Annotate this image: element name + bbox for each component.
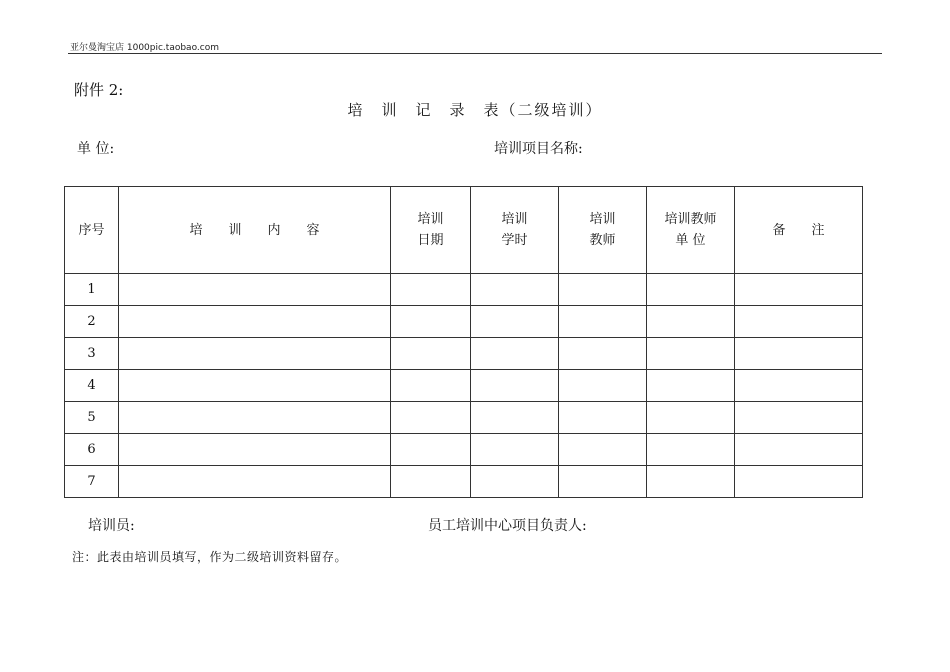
teacher-unit-cell[interactable] [647,338,735,370]
teacher-cell[interactable] [559,370,647,402]
date-cell[interactable] [391,274,471,306]
page-header-text: 亚尔曼淘宝店 1000pic.taobao.com [70,43,219,53]
content-cell[interactable] [119,338,391,370]
row-number: 6 [65,434,119,466]
teacher-unit-cell[interactable] [647,370,735,402]
content-cell[interactable] [119,402,391,434]
header-hours [471,187,559,274]
remark-cell[interactable] [735,274,863,306]
header-seq: 序号 [65,187,119,274]
training-record-table [64,186,863,498]
teacher-cell[interactable] [559,306,647,338]
hours-cell[interactable] [471,466,559,498]
remark-cell[interactable] [735,338,863,370]
header-teacher-unit-line2: 单 位 [675,233,706,248]
row-number: 5 [65,402,119,434]
content-cell[interactable] [119,274,391,306]
date-cell[interactable] [391,370,471,402]
table-row [65,338,863,370]
header-content: 培 训 内 容 [119,187,391,274]
table-row [65,434,863,466]
header-teacher-line1: 培训 [589,212,616,227]
header-date-line1: 培训 [417,212,444,227]
teacher-unit-cell[interactable] [647,434,735,466]
teacher-unit-cell[interactable] [647,466,735,498]
teacher-unit-cell[interactable] [647,274,735,306]
remark-cell[interactable] [735,434,863,466]
header-teacher-unit [647,187,735,274]
hours-cell[interactable] [471,370,559,402]
table-header-row [65,187,863,274]
row-number: 3 [65,338,119,370]
date-cell[interactable] [391,434,471,466]
hours-cell[interactable] [471,338,559,370]
header-remark: 备 注 [735,187,863,274]
content-cell[interactable] [119,466,391,498]
header-hours-line1: 培训 [501,212,528,227]
trainer-label: 培训员: [88,518,135,534]
header-teacher-line2: 教师 [589,233,616,248]
teacher-unit-cell[interactable] [647,402,735,434]
header-divider [68,53,882,54]
table-row [65,274,863,306]
hours-cell[interactable] [471,434,559,466]
header-date [391,187,471,274]
content-cell[interactable] [119,370,391,402]
document-title: 培 训 记 录 表（二级培训） [347,101,603,119]
annex-label: 附件 2: [74,81,124,99]
table-row [65,402,863,434]
content-cell[interactable] [119,434,391,466]
hours-cell[interactable] [471,402,559,434]
header-hours-line2: 学时 [501,233,528,248]
hours-cell[interactable] [471,274,559,306]
content-cell[interactable] [119,306,391,338]
date-cell[interactable] [391,338,471,370]
date-cell[interactable] [391,466,471,498]
header-date-line2: 日期 [417,233,444,248]
row-number: 7 [65,466,119,498]
teacher-cell[interactable] [559,466,647,498]
hours-cell[interactable] [471,306,559,338]
row-number: 1 [65,274,119,306]
project-name-label: 培训项目名称: [494,141,583,157]
footnote: 注：此表由培训员填写，作为二级培训资料留存。 [72,550,348,564]
table-row [65,466,863,498]
remark-cell[interactable] [735,370,863,402]
table-row [65,306,863,338]
project-manager-label: 员工培训中心项目负责人: [428,518,587,534]
date-cell[interactable] [391,402,471,434]
teacher-cell[interactable] [559,338,647,370]
unit-label: 单 位: [77,141,115,157]
teacher-cell[interactable] [559,402,647,434]
remark-cell[interactable] [735,306,863,338]
header-teacher-unit-line1: 培训教师 [664,212,717,227]
remark-cell[interactable] [735,402,863,434]
table-row [65,370,863,402]
row-number: 4 [65,370,119,402]
header-teacher [559,187,647,274]
date-cell[interactable] [391,306,471,338]
teacher-unit-cell[interactable] [647,306,735,338]
remark-cell[interactable] [735,466,863,498]
teacher-cell[interactable] [559,274,647,306]
teacher-cell[interactable] [559,434,647,466]
row-number: 2 [65,306,119,338]
